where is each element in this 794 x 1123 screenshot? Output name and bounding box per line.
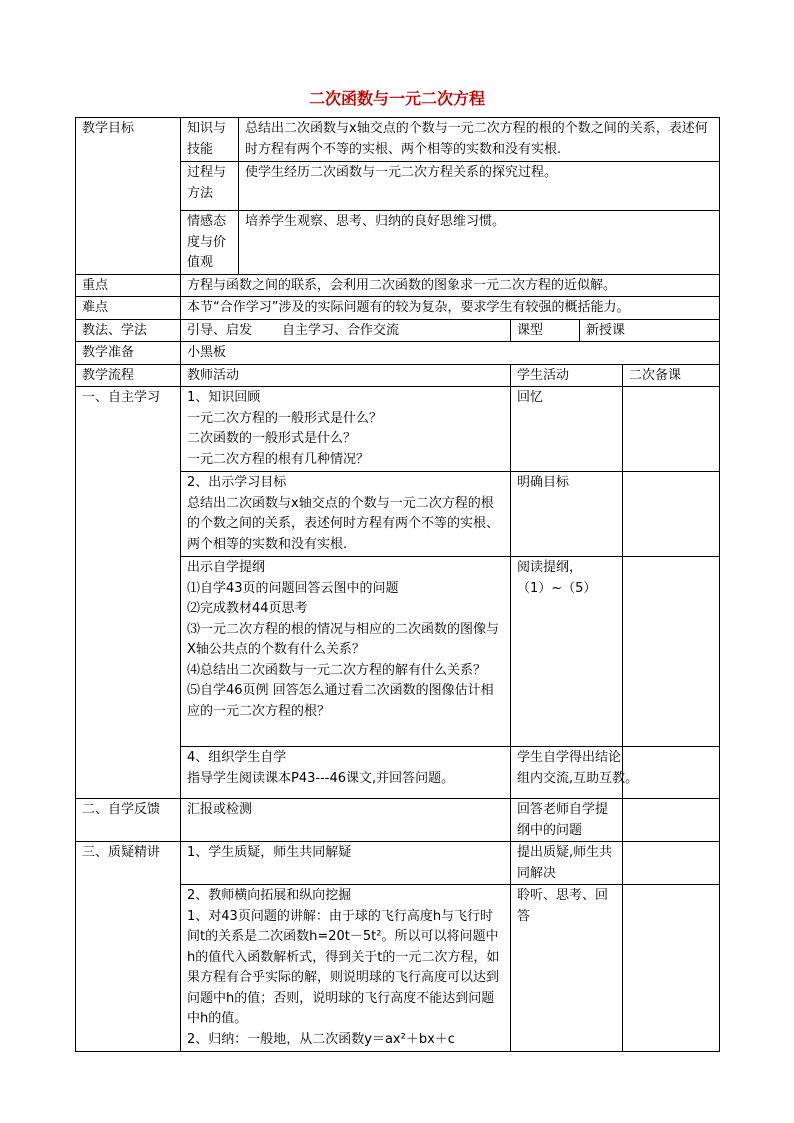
text-line: 2、出示学习目标 — [187, 475, 287, 490]
method-row — [76, 319, 720, 342]
goal-row-knowledge — [76, 118, 720, 162]
text-line: 4、组织学生自学 — [187, 750, 287, 765]
student-activity — [511, 747, 639, 799]
teacher-activity — [181, 842, 511, 885]
difficulty-label: 难点 — [76, 297, 181, 320]
teacher-activity — [181, 799, 511, 842]
text-line: ⑶一元二次方程的根的情况与相应的二次函数的图像与X轴公共点的个数有什么关系？ — [187, 621, 500, 657]
knowledge-label: 知识与技能 — [181, 118, 239, 162]
student-activity — [511, 557, 623, 747]
text-line: 指导学生阅读课本P43---46课文,并回答问题。 — [187, 770, 455, 786]
emotion-label: 情感态度与价值观 — [181, 211, 239, 275]
key-point-label: 重点 — [76, 274, 181, 297]
prep-row — [76, 342, 720, 365]
flow-header: 教学流程 — [76, 364, 181, 387]
teacher-activity — [181, 387, 511, 472]
second-prep-cell — [623, 472, 720, 557]
student-activity — [511, 387, 623, 472]
text-line: 总结出二次函数与x轴交点的个数与一元二次方程的根的个数之间的关系，表述何时方程有两个不等的实根、两个相等的实数和没有实根. — [187, 495, 500, 552]
key-point-row — [76, 274, 720, 297]
teacher-header: 教师活动 — [181, 364, 511, 387]
difficulty-text: 本节“合作学习”涉及的实际问题有的较为复杂，要求学生有较强的概括能力。 — [181, 297, 720, 320]
teacher-activity — [181, 557, 511, 747]
difficulty-row — [76, 297, 720, 320]
second-prep-cell — [623, 557, 720, 747]
text-line: 回忆 — [517, 390, 544, 405]
teaching-method: 引导、启发 — [187, 322, 253, 338]
text-line: 1、对43页问题的讲解：由于球的飞行高度h与飞行时间t的关系是二次函数h=20t－5t²。所以可以将问题中h的值代入函数解析式，得到关于t的一元二次方程，如果方程有合乎实际的解，则说明球的飞行高度可以达到问题中h的值；否则，说明球的飞行高度不能达到问题中h的值。 — [187, 908, 500, 1026]
second-prep-cell — [623, 842, 720, 885]
second-prep-cell — [623, 885, 720, 1052]
activity-row — [76, 799, 720, 842]
stage-explain: 三、质疑精讲 — [76, 842, 181, 1052]
page-title: 二次函数与一元二次方程 — [308, 89, 485, 108]
method-label: 教法、学法 — [76, 319, 181, 342]
text-line: 出示自学提纲 — [187, 560, 266, 575]
text-line: ⑸自学46页例 回答怎么通过看二次函数的图像估计相应的一元二次方程的根？ — [187, 683, 494, 719]
knowledge-text: 总结出二次函数与x轴交点的个数与一元二次方程的根的个数之间的关系，表述何时方程有两个不等的实根、两个相等的实数和没有实根. — [239, 118, 720, 162]
teacher-activity — [181, 747, 511, 799]
text-line: 聆听、思考、回答 — [517, 888, 609, 924]
teacher-activity — [181, 472, 511, 557]
teacher-activity — [181, 885, 511, 1052]
student-activity — [511, 842, 623, 885]
text-line: 汇报或检测 — [187, 802, 253, 817]
learning-method: 自主学习、合作交流 — [282, 322, 400, 338]
second-prep-cell — [623, 387, 720, 472]
prep-text: 小黑板 — [181, 342, 720, 365]
method-text — [181, 319, 511, 342]
text-line: 组内交流,互助互教。 — [517, 770, 639, 786]
student-activity — [511, 885, 623, 1052]
goals-label: 教学目标 — [76, 118, 181, 275]
process-text: 使学生经历二次函数与一元二次方程关系的探究过程。 — [239, 162, 720, 211]
text-line: 一元二次方程的根有几种情况？ — [187, 451, 370, 467]
key-point-text: 方程与函数之间的联系，会利用二次函数的图象求一元二次方程的近似解。 — [181, 274, 720, 297]
text-line: 阅读提纲， — [517, 560, 583, 575]
text-line: 学生自学得出结论 — [517, 750, 622, 765]
lesson-type-label: 课型 — [511, 319, 580, 342]
text-line: 明确目标 — [517, 475, 570, 490]
stage-feedback: 二、自学反馈 — [76, 799, 181, 842]
text-line: 一元二次方程的一般形式是什么？ — [187, 410, 383, 426]
text-line: 2、归纳：一般地，从二次函数y＝ax²＋bx＋c — [187, 1031, 455, 1047]
activity-row — [76, 842, 720, 885]
text-line: 1、学生质疑，师生共同解疑 — [187, 845, 352, 860]
activity-row — [76, 387, 720, 472]
stage-self-study: 一、自主学习 — [76, 387, 181, 799]
process-label: 过程与方法 — [181, 162, 239, 211]
flow-header-row — [76, 364, 720, 387]
text-line: ⑵完成教材44页思考 — [187, 601, 308, 616]
text-line: ⑴自学43页的问题回答云图中的问题 — [187, 580, 399, 596]
text-line: ⑷总结出二次函数与一元二次方程的解有什么关系？ — [187, 662, 487, 678]
prep-label: 教学准备 — [76, 342, 181, 365]
second-prep-cell — [623, 799, 720, 842]
text-line: 二次函数的一般形式是什么？ — [187, 431, 357, 446]
text-line: 2、教师横向拓展和纵向挖掘 — [187, 888, 352, 903]
student-activity — [511, 799, 623, 842]
text-line: 提出质疑,师生共同解决 — [517, 845, 613, 881]
lesson-plan-table — [75, 117, 720, 1052]
text-line: 回答老师自学提纲中的问题 — [517, 802, 609, 838]
lesson-type-value: 新授课 — [580, 319, 720, 342]
student-header: 学生活动 — [511, 364, 623, 387]
student-activity — [511, 472, 623, 557]
text-line: （1）~（5） — [517, 580, 597, 596]
second-prep-header: 二次备课 — [623, 364, 720, 387]
emotion-text: 培养学生观察、思考、归纳的良好思维习惯。 — [239, 211, 720, 275]
text-line: 1、知识回顾 — [187, 390, 261, 405]
